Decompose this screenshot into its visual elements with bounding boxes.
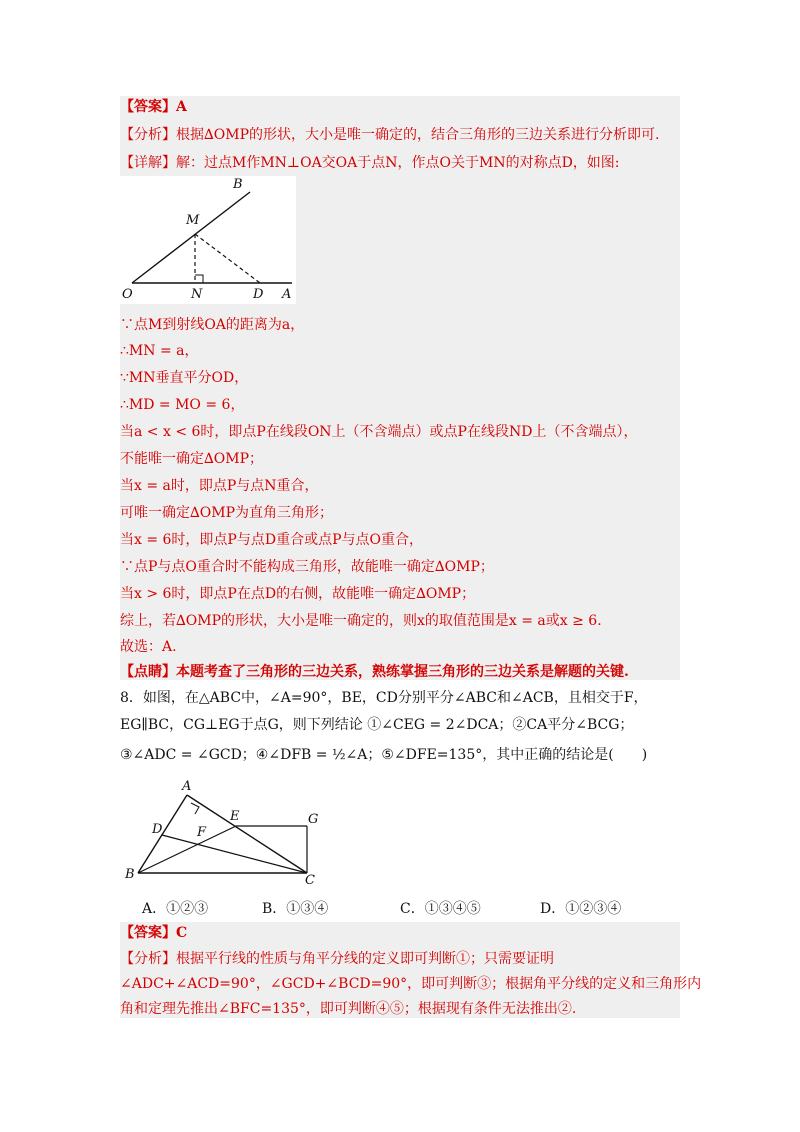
q8-label-a: A	[182, 779, 192, 794]
q8-analysis-2: ∠ADC+∠ACD=90°，∠GCD+∠BCD=90°，即可判断③；根据角平分线的定义和三角形内	[120, 976, 702, 992]
q7-line-6: 不能唯一确定∆OMP；	[120, 451, 264, 467]
q8-label-e: E	[230, 809, 240, 824]
q7-line-4: ∴MD = MO = 6，	[120, 397, 245, 413]
q8-figure	[120, 778, 330, 890]
q8-label-b: B	[125, 867, 135, 882]
q7-line-9: 当x = 6时，即点P与点D重合或点P与点O重合，	[120, 532, 423, 548]
q7-line-8: 可唯一确定∆OMP为直角三角形；	[120, 505, 334, 521]
q8-label-c: C	[305, 873, 315, 888]
q8-analysis-1: 【分析】根据平行线的性质与角平分线的定义即可判断①；只需要证明	[120, 951, 554, 967]
q7-comment: 【点睛】本题考查了三角形的三边关系，熟练掌握三角形的三边关系是解题的关键.	[120, 664, 629, 680]
q7-line-11: 当x > 6时，即点P在点D的右侧，故能唯一确定∆OMP；	[120, 586, 476, 602]
q8-label-g: G	[308, 812, 319, 827]
q8-stem-1: 8．如图，在△ABC中，∠A=90°，BE，CD分别平分∠ABC和∠ACB，且相交于F，	[120, 690, 648, 706]
q7-answer: 【答案】A	[120, 99, 187, 115]
q7-line-7: 当x = a时，即点P与点N重合，	[120, 478, 319, 494]
q7-line-5: 当a < x < 6时，即点P在线段ON上（不含端点）或点P在线段ND上（不含端点），	[120, 424, 638, 440]
q7-line-2: ∴MN = a，	[120, 343, 199, 359]
q8-stem-3: ③∠ADC = ∠GCD；④∠DFB = ½∠A；⑤∠DFE=135°，其中正确的结论是( )	[120, 747, 648, 763]
q8-label-f: F	[197, 825, 207, 840]
q7-line-13: 故选：A.	[120, 639, 177, 655]
q7-label-m: M	[186, 213, 200, 228]
q7-label-o: O	[122, 287, 133, 302]
q7-label-a: A	[282, 287, 292, 302]
q7-analysis: 【分析】根据∆OMP的形状，大小是唯一确定的，结合三角形的三边关系进行分析即可.	[120, 127, 660, 143]
q8-option-d: D．①②③④	[540, 901, 622, 917]
q7-figure-svg	[120, 176, 296, 304]
q7-label-n: N	[191, 287, 203, 302]
q7-detail: 【详解】解：过点M作MN⊥OA交OA于点N，作点O关于MN的对称点D，如图:	[120, 155, 620, 171]
q7-line-10: ∵点P与点O重合时不能构成三角形，故能唯一确定∆OMP；	[120, 559, 494, 575]
q8-option-a: A．①②③	[142, 901, 209, 917]
q7-label-d: D	[253, 287, 264, 302]
q7-line-12: 综上，若∆OMP的形状，大小是唯一确定的，则x的取值范围是x = a或x ≥ 6.	[120, 613, 602, 629]
q7-label-b: B	[233, 177, 243, 192]
q8-label-d: D	[152, 822, 163, 837]
q8-option-c: C．①③④⑤	[400, 901, 481, 917]
q8-answer: 【答案】C	[120, 925, 188, 941]
q7-figure	[120, 176, 296, 304]
q7-line-3: ∵MN垂直平分OD，	[120, 370, 249, 386]
q8-option-b: B．①③④	[262, 901, 329, 917]
q8-analysis-3: 角和定理先推出∠BFC=135°，即可判断④⑤；根据现有条件无法推出②.	[120, 1001, 577, 1017]
q7-line-1: ∵点M到射线OA的距离为a，	[120, 317, 305, 333]
q8-figure-svg	[120, 778, 330, 890]
q8-stem-2: EG∥BC，CG⊥EG于点G，则下列结论 ①∠CEG = 2∠DCA；②CA平分∠BCG；	[120, 717, 634, 733]
